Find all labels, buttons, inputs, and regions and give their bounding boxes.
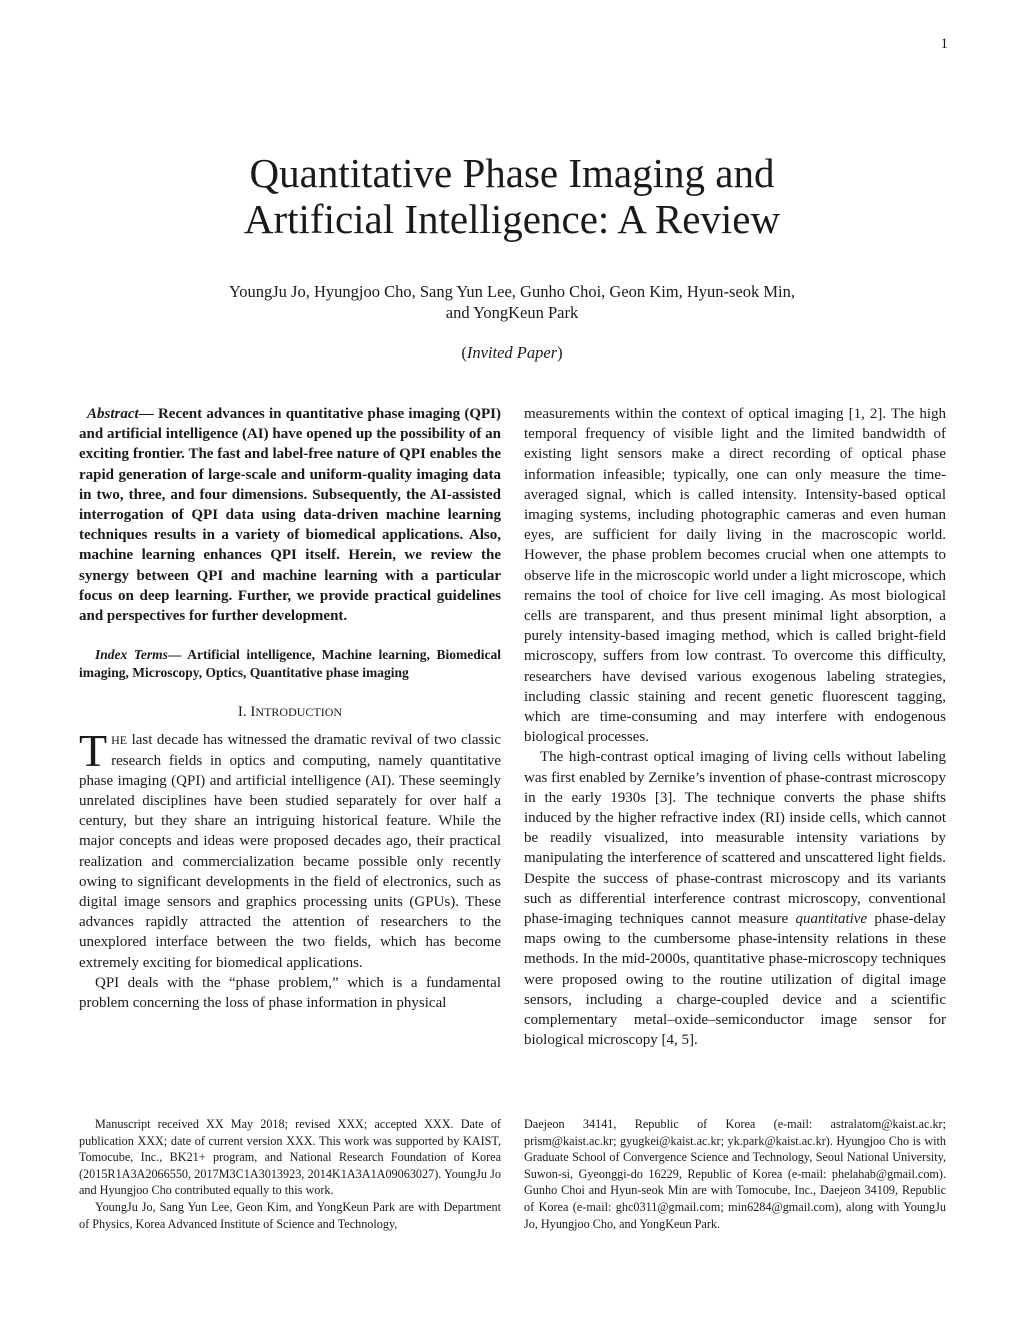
footnote-left-p1: Manuscript received XX May 2018; revised XXX; accepted XXX. Date of publication XXX; date of current version XXX. This work was supported by KAIST, Tomocube, Inc., BK21+ program, and National Research Foundation of Korea (2015R1A3A2066550, 2017M3C1A3013923, 2014K1A3A1A09063027). YoungJu Jo and Hyungjoo Cho contributed equally to this work.	[79, 1117, 501, 1198]
intro-smallcaps: HE	[111, 733, 128, 748]
title-line-1: Quantitative Phase Imaging and	[249, 150, 775, 196]
intro-paragraph-2: QPI deals with the “phase problem,” which is a fundamental problem concerning the loss of phase information in physical	[79, 974, 501, 1012]
right-p2-part-a: The high-contrast optical imaging of living cells without labeling was first enabled by Zernike’s invention of phase-contrast microscopy in the early 1930s [3]. The technique converts the phase shifts induced by the higher refractive index (RI) inside cells, which cannot be readily visualized, into measurable intensity variations by manipulating the interference of scattered and unscattered light fields. Despite the success of phase-contrast microscopy and its variants such as differential interference contrast microscopy, conventional phase-imaging techniques cannot measure	[524, 749, 946, 928]
section-heading-introduction	[79, 702, 501, 722]
footnote-left	[79, 1116, 501, 1232]
right-column	[524, 404, 946, 1051]
paper-title	[0, 150, 1024, 242]
authors-line-2: and YongKeun Park	[445, 303, 579, 322]
intro-paragraph-1	[79, 725, 501, 972]
section-first-letter: I	[250, 704, 256, 721]
abstract-text: Recent advances in quantitative phase imaging (QPI) and artificial intelligence (AI) have opened up the possibility of an exciting frontier. The fast and label-free nature of QPI enables the rapid generation of large-scale and uniform-quality imaging data in two, three, and four dimensions. Subsequently, the AI-assisted interrogation of QPI data using data-driven machine learning techniques results in a variety of biomedical applications. Also, machine learning enhances QPI itself. Herein, we review the synergy between QPI and machine learning with a particular focus on deep learning. Further, we provide practical guidelines and perspectives for further development.	[79, 406, 501, 625]
right-p2-emphasis: quantitative	[795, 911, 868, 928]
footnote-right	[524, 1116, 946, 1232]
authors-line-1: YoungJu Jo, Hyungjoo Cho, Sang Yun Lee, Gunho Choi, Geon Kim, Hyun-seok Min,	[228, 282, 796, 301]
index-terms	[79, 646, 501, 682]
invited-paper-note	[0, 343, 1024, 363]
page-number: 1	[940, 36, 948, 52]
left-column	[79, 404, 501, 1013]
right-paragraph-1: measurements within the context of optical imaging [1, 2]. The high temporal frequency of visible light and the limited bandwidth of existing light sensors make a direct recording of optical phase information infeasible; typically, one can only measure the time-averaged signal, which is called intensity. Intensity-based optical imaging systems, including photographic cameras and even human eyes, are sufficient for daily living in the macroscopic world. However, the phase problem becomes crucial when one attempts to observe life in the microscopic world under a light microscope, which remains the tool of choice for live cell imaging. As most biological cells are transparent, and thus present minimal light absorption, a purely intensity-based imaging method, which is called bright-field microscopy, suffers from low contrast. To overcome this difficulty, researchers have devised various exogenous labeling strategies, including classic staining and recent genetic fluorescent tagging, which are time-consuming and may interfere with endogenous biological processes.	[524, 406, 946, 746]
index-terms-label: Index Terms	[95, 647, 168, 663]
author-list	[0, 281, 1024, 323]
index-terms-text: Artificial intelligence, Machine learning, Biomedical imaging, Microscopy, Optics, Quantitative phase imaging	[79, 647, 501, 681]
index-terms-dash: —	[167, 647, 188, 663]
footnote-right-p1: Daejeon 34141, Republic of Korea (e-mail: astralatom@kaist.ac.kr; prism@kaist.ac.kr; gyugkei@kaist.ac.kr; yk.park@kaist.ac.kr). Hyungjoo Cho is with Graduate School of Convergence Science and Technology, Seoul National University, Suwon-si, Gyeonggi-do 16229, Republic of Korea (e-mail: phelahab@gmail.com). Gunho Choi and Hyun-seok Min are with Tomocube, Inc., Daejeon 34109, Republic of Korea (e-mail: ghc0311@gmail.com; min6284@gmail.com), along with YoungJu Jo, Hyungjoo Cho, and YongKeun Park.	[524, 1117, 946, 1231]
intro-p1-text: last decade has witnessed the dramatic revival of two classic research fields in optics and computing, namely quantitative phase imaging (QPI) and artificial intelligence (AI). These seemingly unrelated disciplines have been studied separately for over half a century, but they share an intriguing historical feature. While the major concepts and ideas were proposed decades ago, their practical realization and commercialization became possible only recently owing to significant developments in the field of electronics, such as digital image sensors and graphics processing units (GPUs). These advances rapidly attracted the attention of researchers to the unexplored interface between the two fields, which has become extremely exciting for biomedical applications.	[79, 732, 501, 971]
section-numeral: I.	[237, 704, 251, 721]
invited-text: Invited Paper	[466, 343, 558, 362]
section-title-rest: NTRODUCTION	[255, 705, 343, 720]
drop-cap: T	[79, 725, 108, 777]
title-line-2: Artificial Intelligence: A Review	[243, 196, 781, 242]
abstract-label: Abstract	[87, 406, 139, 422]
abstract	[79, 404, 501, 626]
invited-close-paren: )	[557, 343, 563, 362]
invited-open-paren: (	[461, 343, 467, 362]
right-p2-part-b: phase-delay maps owing to the cumbersome phase-intensity relations in these methods. In the mid-2000s, quantitative phase-microscopy techniques were proposed owing to the routine utilization of digital image sensors, including a charge-coupled device and a scientific complementary metal–oxide–semiconductor image sensor for biological microscopy [4, 5].	[524, 911, 946, 1049]
footnote-left-p2: YoungJu Jo, Sang Yun Lee, Geon Kim, and YongKeun Park are with Department of Physics, Korea Advanced Institute of Science and Technology,	[79, 1199, 501, 1231]
right-paragraph-2	[524, 747, 946, 1050]
abstract-dash: —	[138, 406, 158, 422]
